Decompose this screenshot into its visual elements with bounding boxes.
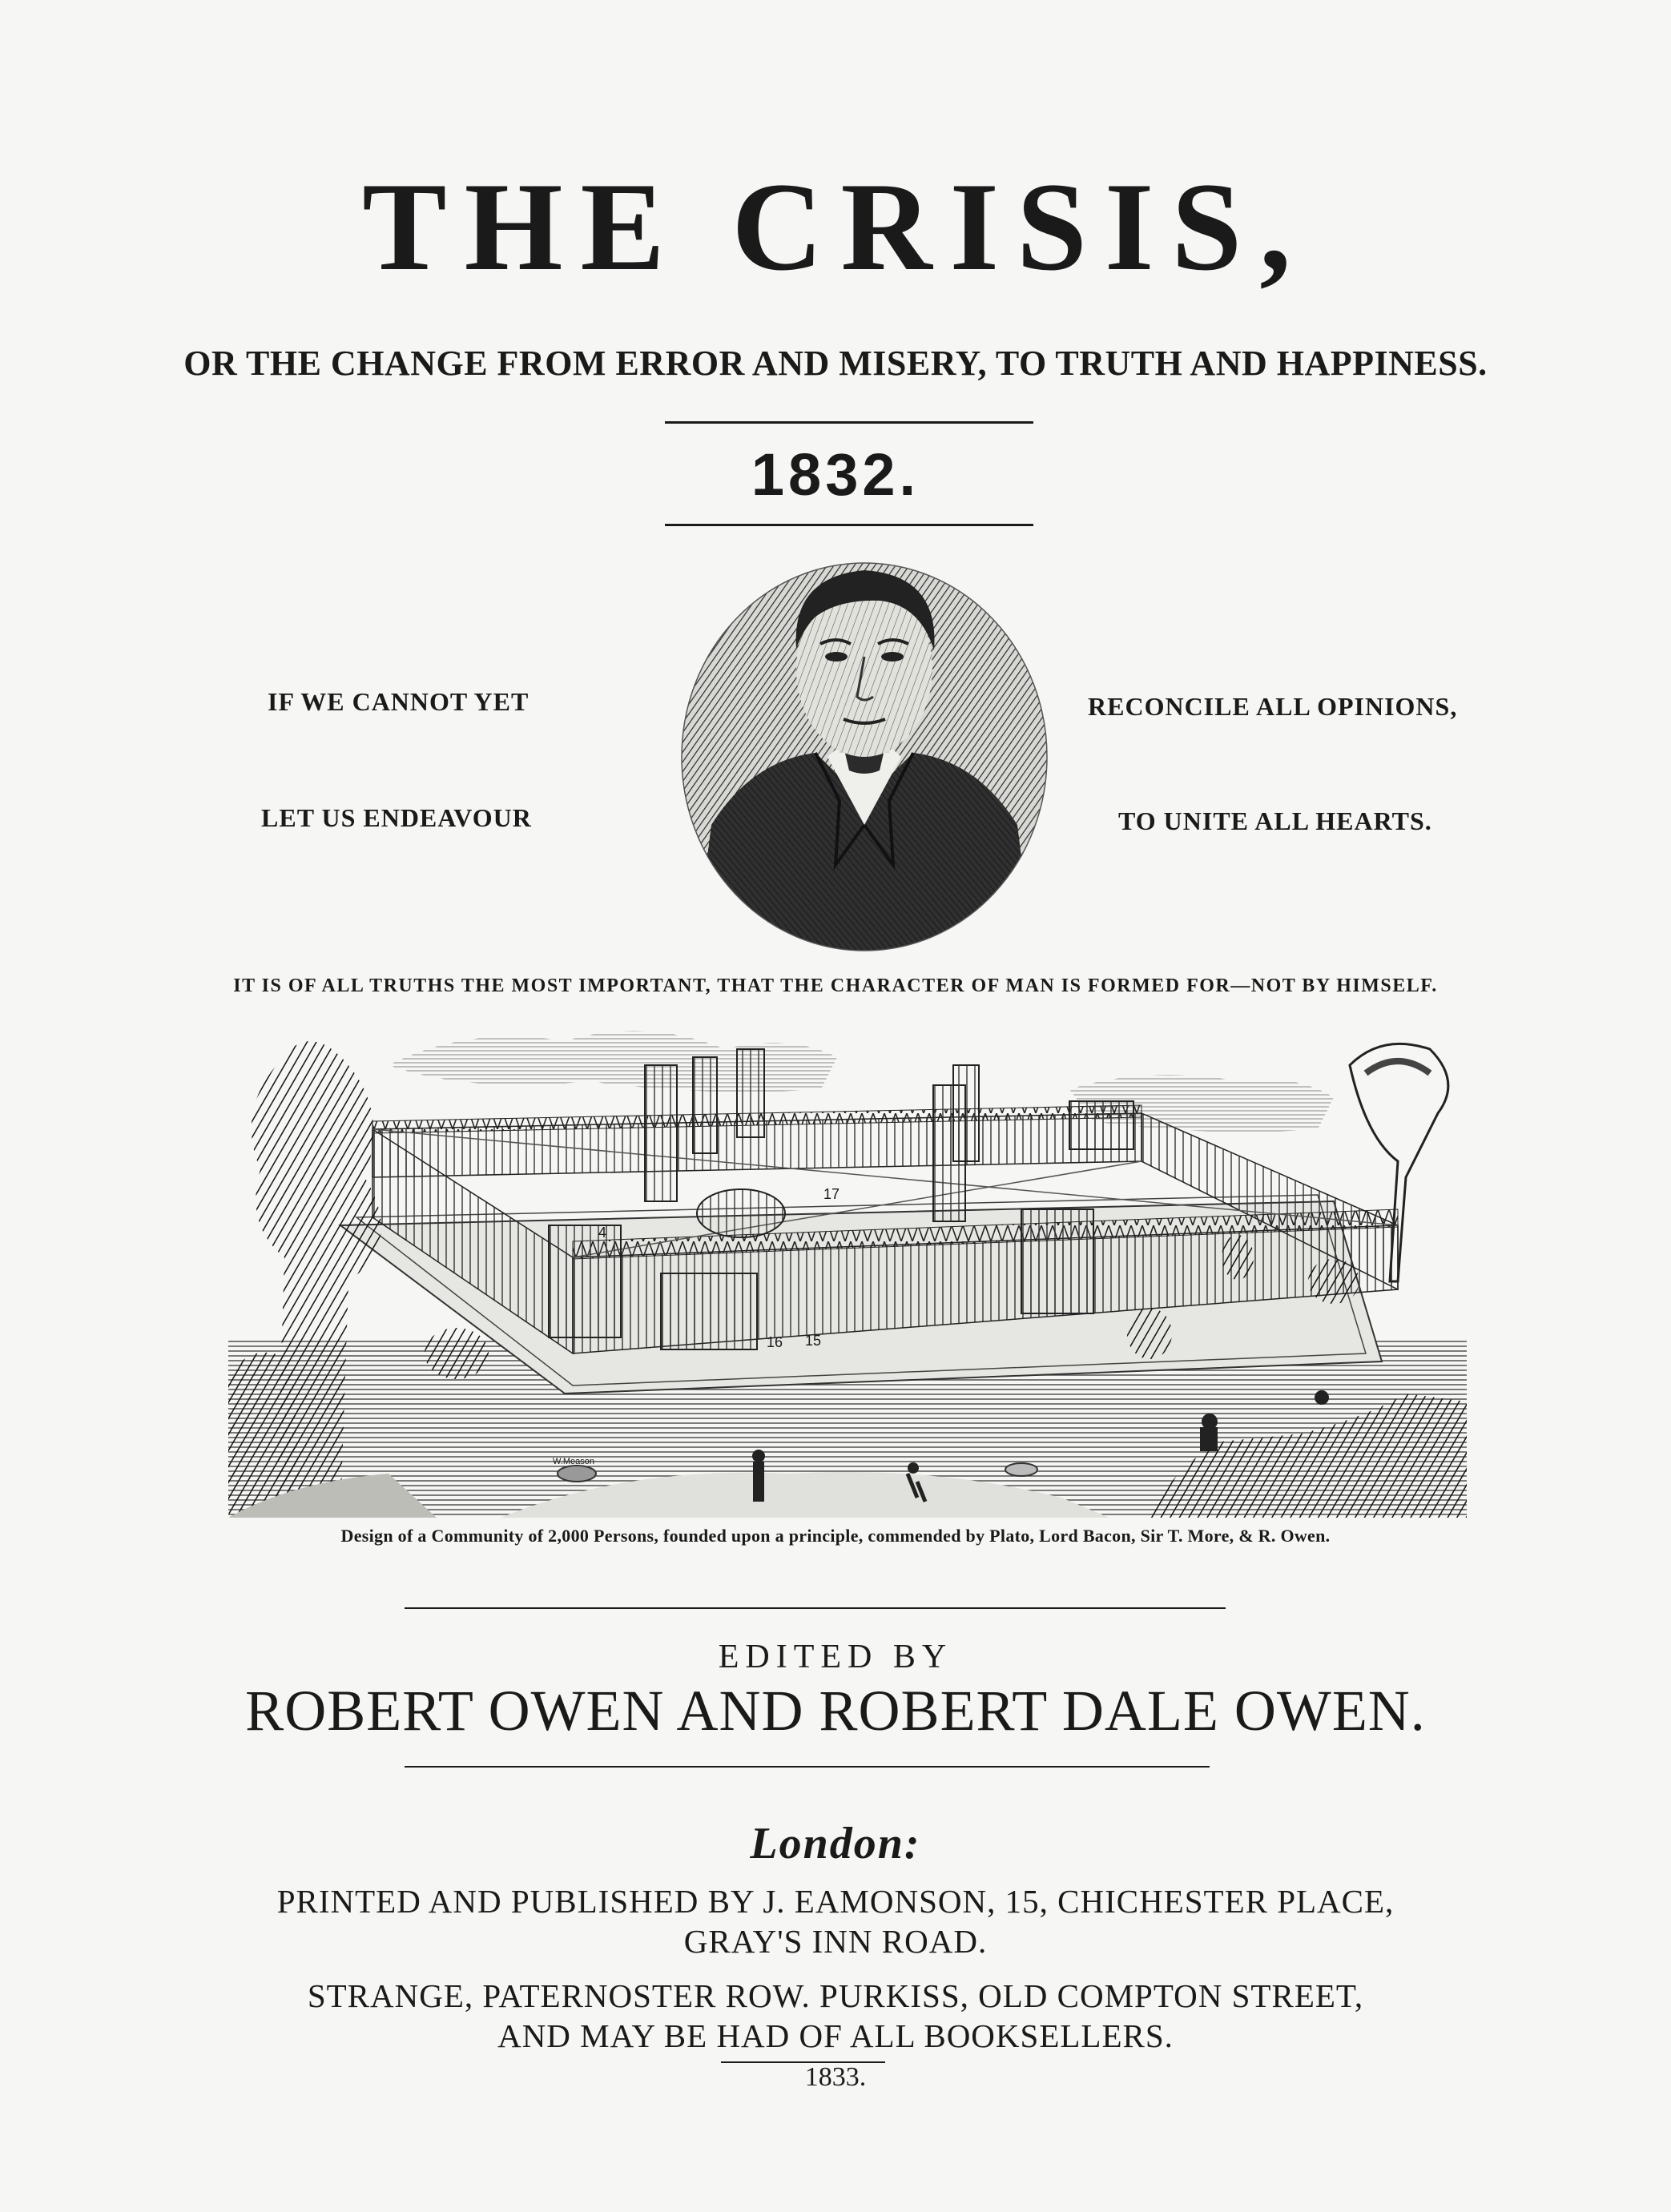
portrait-engraving <box>679 561 1049 953</box>
motto-left-top: IF WE CANNOT YET <box>268 687 529 716</box>
page-title: THE CRISIS, <box>362 157 1309 297</box>
imprint-line-3: STRANGE, PATERNOSTER ROW. PURKISS, OLD COMPTON STREET, <box>307 1977 1364 2014</box>
imprint-line-2: GRAY'S INN ROAD. <box>683 1923 988 1960</box>
imprint-date: 1833. <box>804 2062 867 2092</box>
imprint-line-1: PRINTED AND PUBLISHED BY J. EAMONSON, 15, CHICHESTER PLACE, <box>276 1883 1395 1920</box>
motto-right-bottom: TO UNITE ALL HEARTS. <box>1118 806 1432 835</box>
building-label-4: 4 <box>598 1225 607 1241</box>
motto-left-bottom: LET US ENDEAVOUR <box>261 803 532 832</box>
principle-tagline: IT IS OF ALL TRUTHS THE MOST IMPORTANT, THAT THE CHARACTER OF MAN IS FORMED FOR—NOT BY HIMSELF. <box>233 975 1438 996</box>
imprint-line-4: AND MAY BE HAD OF ALL BOOKSELLERS. <box>497 2017 1174 2054</box>
engraver-signature: W.Meason <box>553 1457 594 1466</box>
divider-below-editors <box>405 1766 1210 1768</box>
engraving-caption: Design of a Community of 2,000 Persons, founded upon a principle, commended by Plato, Lord Bacon, Sir T. More, & R. Owen. <box>340 1526 1331 1546</box>
page-subtitle: OR THE CHANGE FROM ERROR AND MISERY, TO TRUTH AND HAPPINESS. <box>183 344 1488 383</box>
imprint-city: London: <box>750 1819 921 1868</box>
community-engraving <box>228 1017 1467 1518</box>
motto-right-top: RECONCILE ALL OPINIONS, <box>1088 692 1458 721</box>
building-label-17: 17 <box>823 1186 840 1202</box>
divider-under-year <box>665 524 1033 526</box>
publication-year: 1832. <box>751 441 920 508</box>
building-label-15: 15 <box>805 1333 822 1349</box>
divider-above-editors <box>405 1607 1226 1609</box>
divider-top <box>665 421 1033 424</box>
edited-by-label: EDITED BY <box>718 1639 953 1675</box>
building-label-16: 16 <box>767 1334 783 1350</box>
editors-names: ROBERT OWEN AND ROBERT DALE OWEN. <box>245 1679 1426 1743</box>
